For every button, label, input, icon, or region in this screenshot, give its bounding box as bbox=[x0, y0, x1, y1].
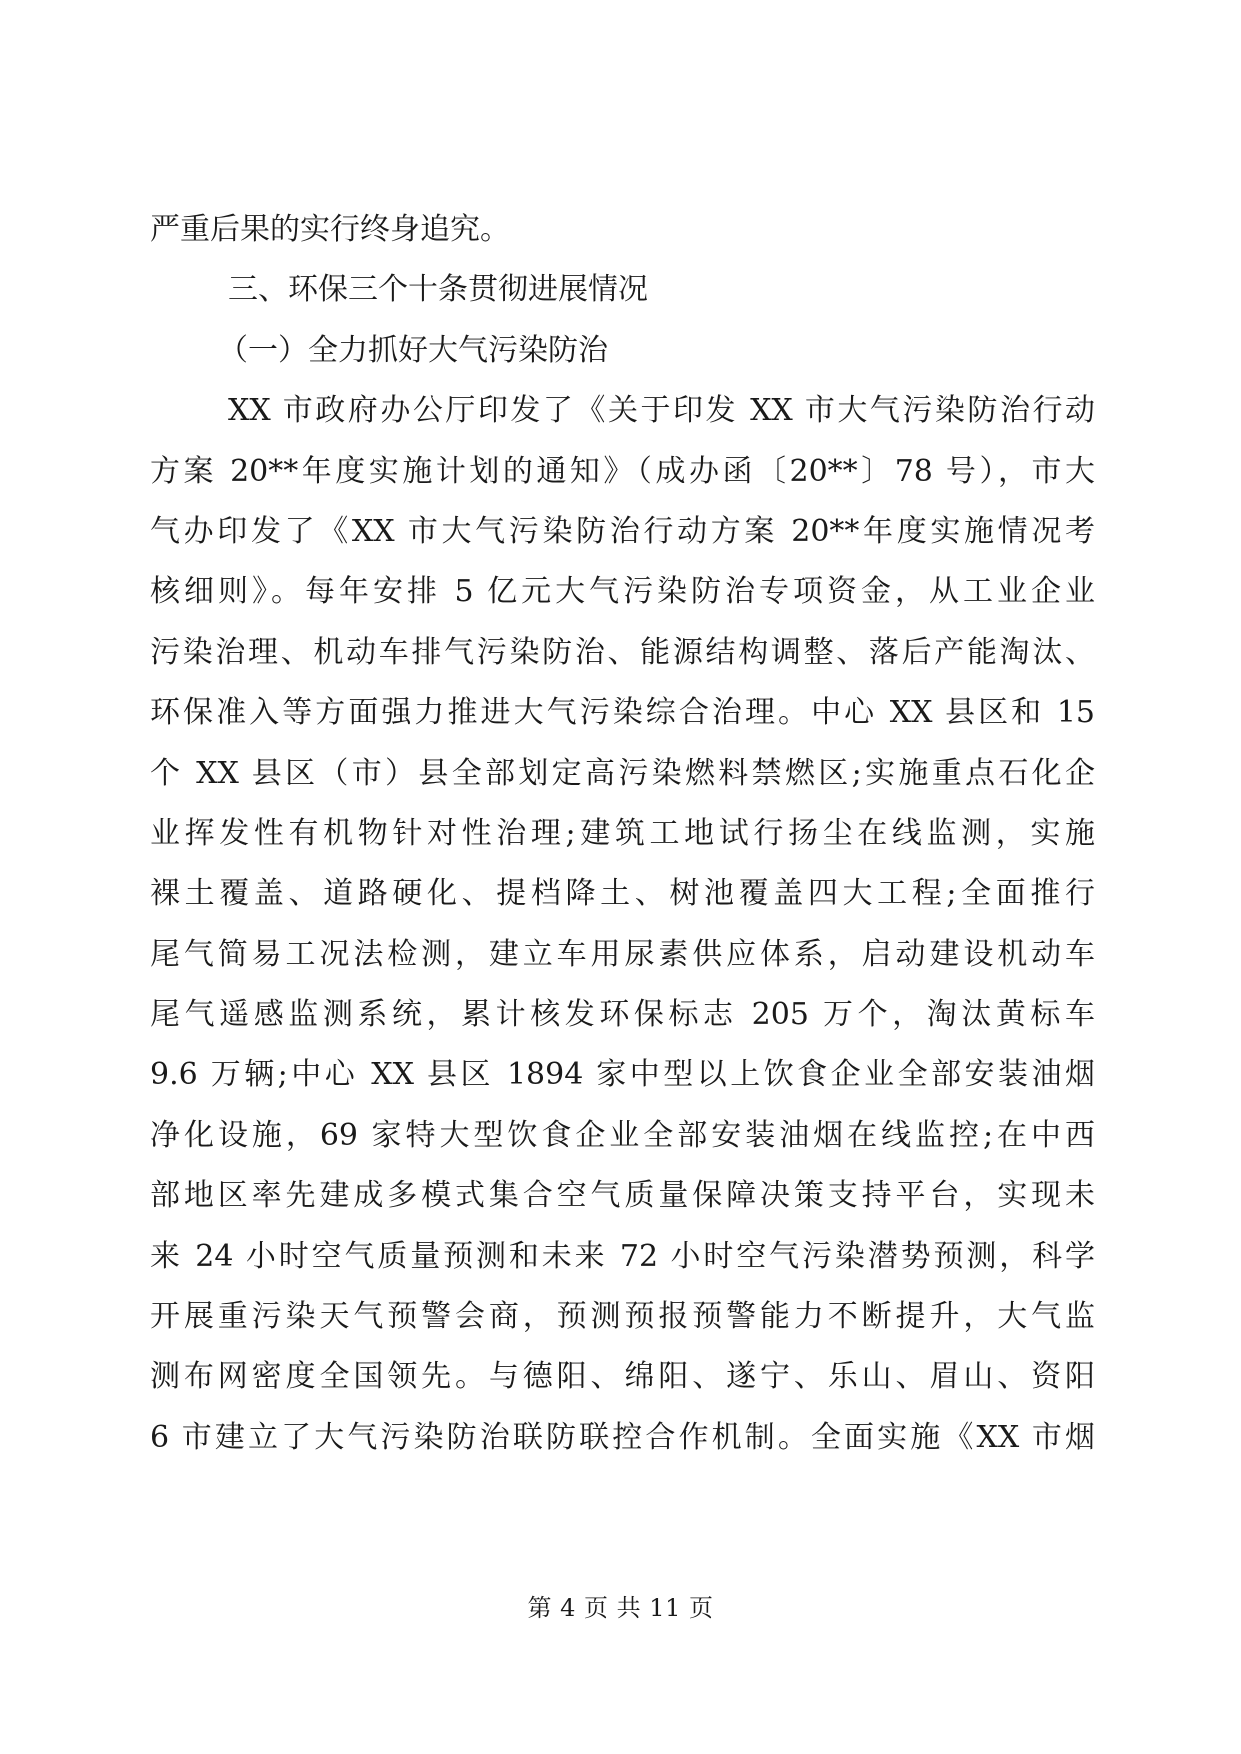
text-line: 个 XX 县区（市）县全部划定高污染燃料禁燃区;实施重点石化企 bbox=[150, 755, 1095, 791]
subsection-heading: （一）全力抓好大气污染防治 bbox=[218, 332, 608, 368]
text-line: 裸土覆盖、道路硬化、提档降土、树池覆盖四大工程;全面推行 bbox=[150, 876, 1095, 912]
text-line: XX 市政府办公厅印发了《关于印发 XX 市大气污染防治行动 bbox=[228, 393, 1095, 429]
text-line: 核细则》。每年安排 5 亿元大气污染防治专项资金，从工业企业 bbox=[150, 574, 1095, 610]
text-line: 9.6 万辆;中心 XX 县区 1894 家中型以上饮食企业全部安装油烟 bbox=[150, 1057, 1095, 1093]
text-line: 方案 20**年度实施计划的通知》（成办函〔20**〕78 号），市大 bbox=[150, 453, 1095, 489]
page-number-footer: 第 4 页 共 11 页 bbox=[527, 1594, 714, 1622]
text-line: 来 24 小时空气质量预测和未来 72 小时空气污染潜势预测，科学 bbox=[150, 1238, 1095, 1274]
text-line: 部地区率先建成多模式集合空气质量保障决策支持平台，实现未 bbox=[150, 1178, 1095, 1214]
section-heading: 三、环保三个十条贯彻进展情况 bbox=[228, 272, 648, 308]
text-line: 污染治理、机动车排气污染防治、能源结构调整、落后产能淘汰、 bbox=[150, 634, 1095, 670]
text-line: 环保准入等方面强力推进大气污染综合治理。中心 XX 县区和 15 bbox=[150, 695, 1095, 731]
text-line: 6 市建立了大气污染防治联防联控合作机制。全面实施《XX 市烟 bbox=[150, 1419, 1095, 1455]
text-line: 净化设施，69 家特大型饮食企业全部安装油烟在线监控;在中西 bbox=[150, 1117, 1095, 1153]
text-line: 气办印发了《XX 市大气污染防治行动方案 20**年度实施情况考 bbox=[150, 513, 1095, 549]
text-line: 开展重污染天气预警会商，预测预报预警能力不断提升，大气监 bbox=[150, 1299, 1095, 1335]
text-line: 严重后果的实行终身追究。 bbox=[150, 212, 510, 247]
text-line: 测布网密度全国领先。与德阳、绵阳、遂宁、乐山、眉山、资阳 bbox=[150, 1359, 1095, 1395]
text-line: 业挥发性有机物针对性治理;建筑工地试行扬尘在线监测，实施 bbox=[150, 815, 1095, 851]
document-body bbox=[150, 200, 1095, 1468]
text-line: 尾气遥感监测系统，累计核发环保标志 205 万个，淘汰黄标车 bbox=[150, 997, 1095, 1033]
text-line: 尾气简易工况法检测，建立车用尿素供应体系，启动建设机动车 bbox=[150, 936, 1095, 972]
